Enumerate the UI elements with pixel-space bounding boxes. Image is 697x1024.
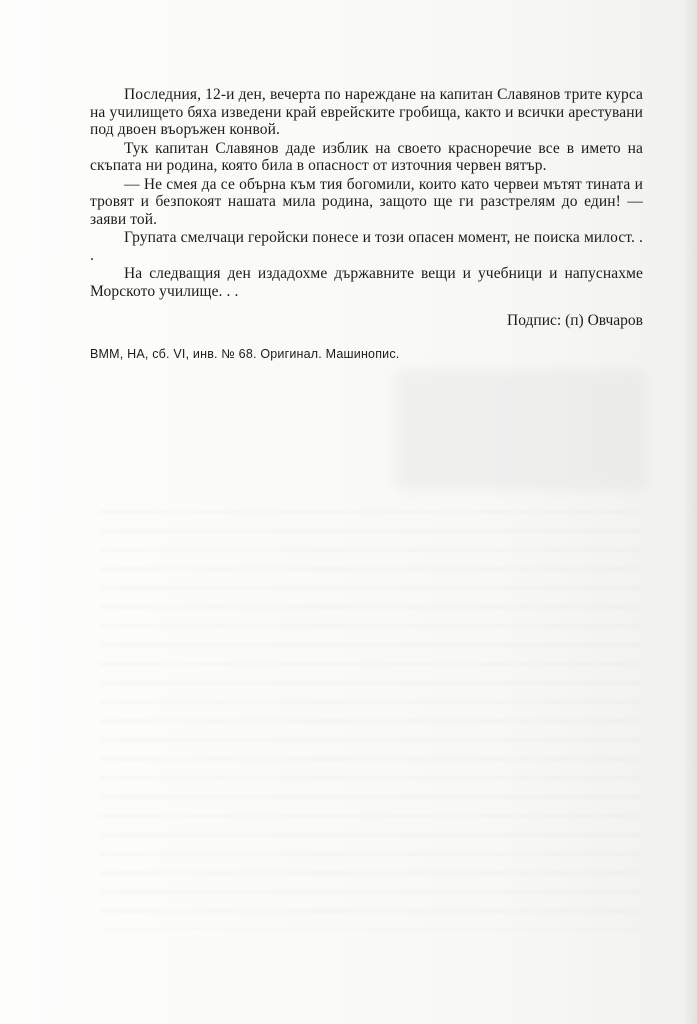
- paragraph: Групата смелчаци геройски понесе и този опасен момент, не поиска милост. . .: [90, 229, 643, 264]
- signature-line: Подпис: (п) Овчаров: [507, 312, 643, 329]
- source-note: ВММ, НА, сб. VI, инв. № 68. Оригинал. Машинопис.: [90, 347, 400, 361]
- paragraph: Тук капитан Славянов даде изблик на своето красноречие все в името на скъпата ни родина, която била в опасност от източния червен вятър.: [90, 139, 643, 174]
- paragraph: На следващия ден издадохме държавните вещи и учебници и напуснахме Морското училище. . .: [90, 265, 643, 300]
- body-text: [90, 86, 643, 301]
- paragraph: — Не смея да се обърна към тия богомили, които като червеи мътят тината и тровят и безпокоят нашата мила родина, защото ще ги разстрелям до един! — заяви той.: [90, 175, 643, 228]
- paragraph: Последния, 12-и ден, вечерта по нареждане на капитан Славянов трите курса на училището бяха изведени край еврейските гробища, както и всички арестувани под двоен въоръжен конвой.: [90, 86, 643, 138]
- reverse-side-text-bleed: [100, 510, 640, 930]
- page-edge-shadow: [683, 0, 697, 1024]
- reverse-side-bleed: [395, 370, 645, 490]
